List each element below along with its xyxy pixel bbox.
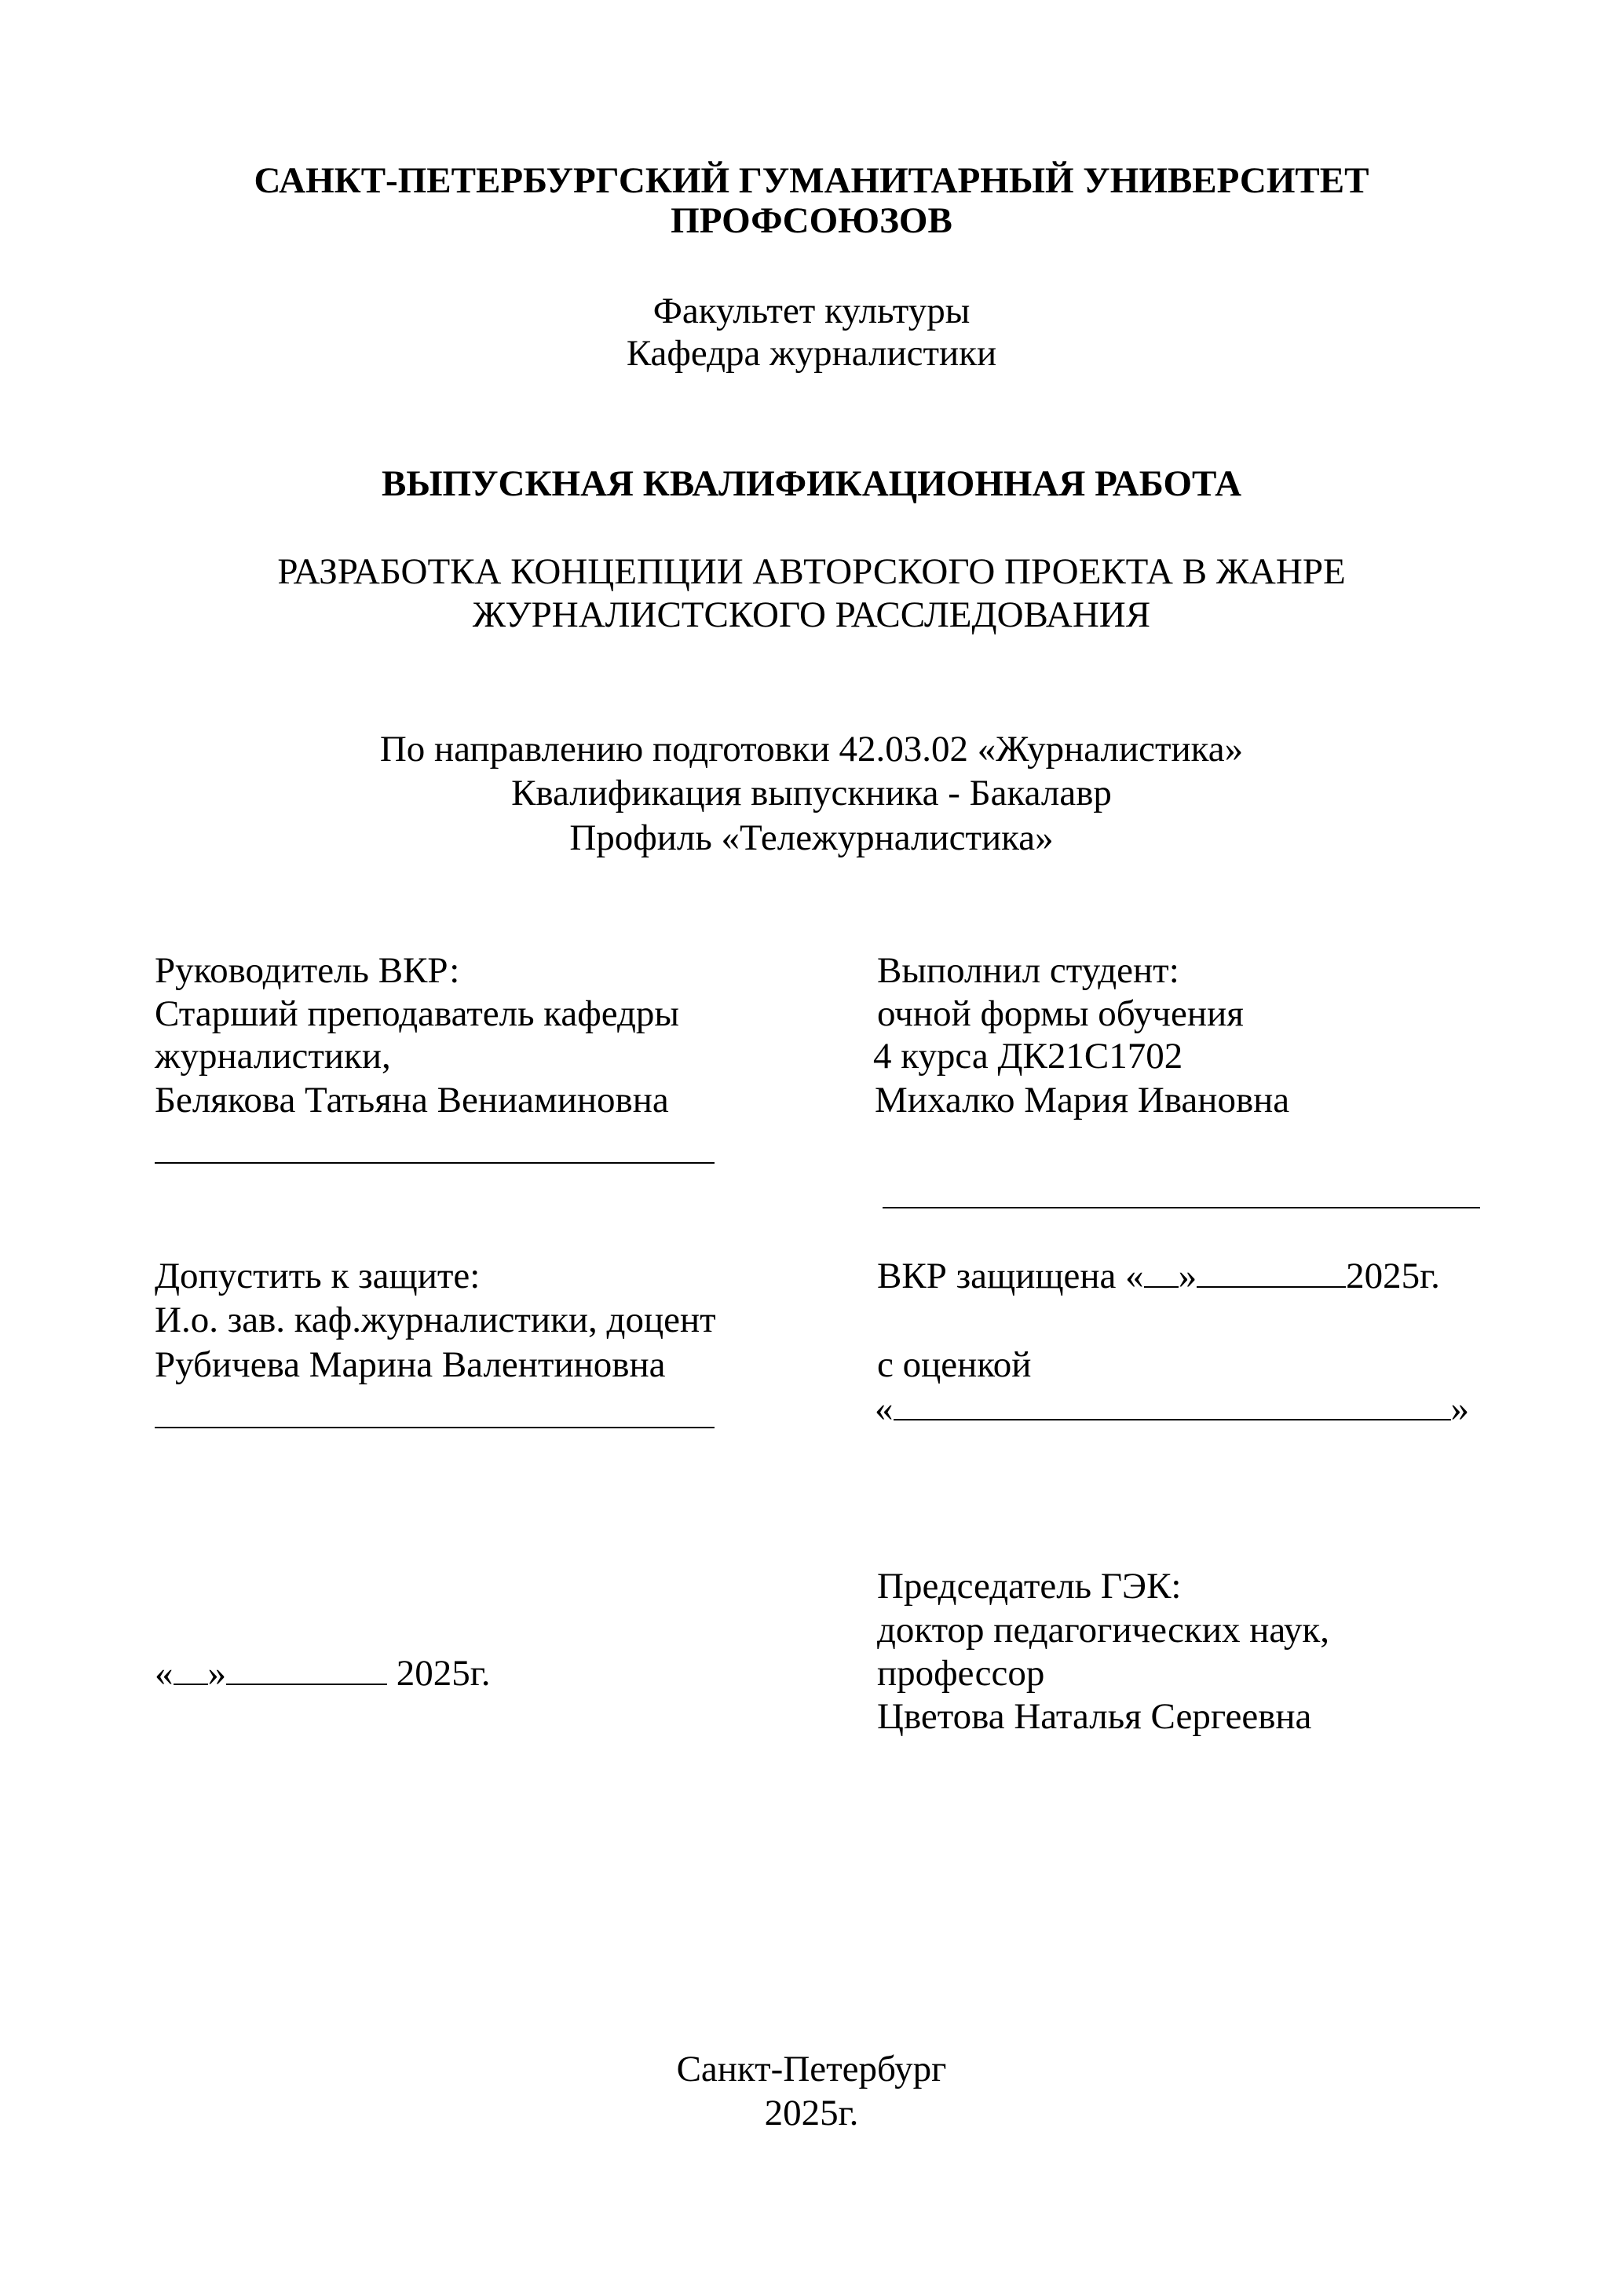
grade-blank bbox=[894, 1387, 1451, 1420]
department: Кафедра журналистики bbox=[626, 333, 997, 374]
chairman-name: Цветова Наталья Сергеевна bbox=[877, 1696, 1312, 1737]
date-quote-close: » bbox=[207, 1653, 226, 1694]
footer-year: 2025г. bbox=[764, 2093, 859, 2133]
grade-quote-open: « bbox=[875, 1388, 894, 1429]
defense-month-blank bbox=[1197, 1255, 1346, 1288]
supervisor-label: Руководитель ВКР: bbox=[155, 950, 460, 991]
admission-name: Рубичева Марина Валентиновна bbox=[155, 1344, 666, 1385]
admission-date bbox=[155, 1652, 490, 1695]
supervisor-signature-line bbox=[155, 1162, 715, 1164]
date-month-blank bbox=[226, 1652, 387, 1685]
defense-day-blank bbox=[1144, 1255, 1179, 1288]
date-quote-open: « bbox=[155, 1653, 174, 1694]
date-year: 2025г. bbox=[387, 1653, 491, 1694]
supervisor-position-cont: журналистики, bbox=[155, 1036, 391, 1077]
defense-prefix: ВКР защищена « bbox=[877, 1256, 1144, 1296]
supervisor-name: Белякова Татьяна Вениаминовна bbox=[155, 1080, 669, 1121]
student-name: Михалко Мария Ивановна bbox=[875, 1080, 1290, 1121]
title-line2: ЖУРНАЛИСТСКОГО РАССЛЕДОВАНИЯ bbox=[472, 594, 1151, 635]
student-group: 4 курса ДК21С1702 bbox=[873, 1036, 1183, 1077]
title-line1: РАЗРАБОТКА КОНЦЕПЦИИ АВТОРСКОГО ПРОЕКТА В ЖАНРЕ bbox=[277, 551, 1346, 592]
admission-label: Допустить к защите: bbox=[155, 1256, 481, 1296]
defense-date bbox=[877, 1255, 1440, 1298]
faculty: Факультет культуры bbox=[652, 291, 971, 331]
program-qualification: Квалификация выпускника - Бакалавр bbox=[511, 773, 1112, 813]
university-name-line2: ПРОФСОЮЗОВ bbox=[671, 200, 952, 241]
student-study-form: очной формы обучения bbox=[877, 993, 1244, 1034]
student-signature-line bbox=[883, 1207, 1480, 1208]
university-name-line1: САНКТ-ПЕТЕРБУРГСКИЙ ГУМАНИТАРНЫЙ УНИВЕРСИТЕТ bbox=[254, 160, 1369, 201]
chairman-degree: доктор педагогических наук, bbox=[877, 1610, 1329, 1651]
defense-year: 2025г. bbox=[1346, 1256, 1440, 1296]
chairman-label: Председатель ГЭК: bbox=[877, 1566, 1182, 1607]
admission-signature-line bbox=[155, 1427, 715, 1428]
grade-quote-close: » bbox=[1450, 1388, 1469, 1429]
footer-city: Санкт-Петербург bbox=[676, 2049, 947, 2089]
chairman-title: профессор bbox=[877, 1653, 1045, 1694]
date-day-blank bbox=[174, 1652, 208, 1685]
student-label: Выполнил студент: bbox=[877, 950, 1179, 991]
admission-position: И.о. зав. каф.журналистики, доцент bbox=[155, 1300, 716, 1340]
grade-label: с оценкой bbox=[877, 1344, 1032, 1385]
defense-quote-close: » bbox=[1178, 1256, 1197, 1296]
work-type: ВЫПУСКНАЯ КВАЛИФИКАЦИОННАЯ РАБОТА bbox=[381, 463, 1242, 504]
grade-field bbox=[875, 1387, 1469, 1431]
program-profile: Профиль «Тележурналистика» bbox=[569, 817, 1054, 858]
supervisor-position: Старший преподаватель кафедры bbox=[155, 993, 679, 1034]
program-direction: По направлению подготовки 42.03.02 «Журналистика» bbox=[379, 729, 1244, 770]
